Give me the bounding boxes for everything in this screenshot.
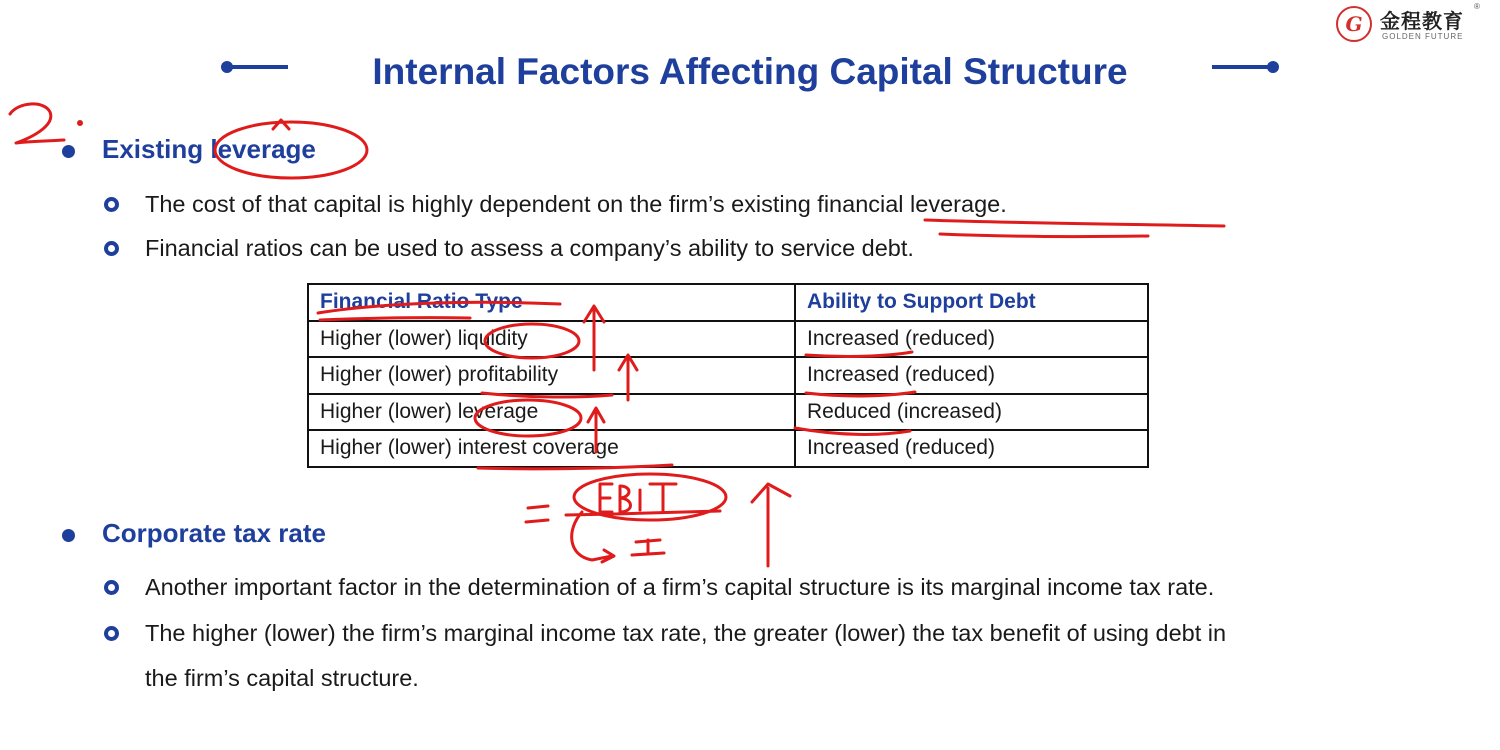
financial-ratio-table — [307, 283, 1149, 468]
annotation-underline-financial-leverage — [925, 220, 1224, 226]
bullet-icon — [62, 145, 75, 158]
annotation-arrow-up-large — [752, 484, 790, 566]
table-cell: Higher (lower) interest coverage — [308, 430, 795, 467]
table-header-ratio-type: Financial Ratio Type — [308, 284, 795, 321]
annotation-denominator-i — [632, 540, 664, 555]
table-cell: Reduced (increased) — [795, 394, 1148, 431]
logo-name-en: GOLDEN FUTURE — [1382, 32, 1464, 41]
point-tax-benefit-continued: the firm’s capital structure. — [145, 665, 419, 691]
annotation-circle-ebit — [574, 474, 726, 520]
table-row — [308, 321, 1148, 358]
sub-bullet-icon — [104, 241, 119, 256]
bullet-icon — [62, 529, 75, 542]
logo-seal-icon: G — [1336, 6, 1372, 42]
table-cell: Increased (reduced) — [795, 321, 1148, 358]
table-cell: Increased (reduced) — [795, 430, 1148, 467]
table-header-ability: Ability to Support Debt — [795, 284, 1148, 321]
section-heading-existing-leverage: Existing leverage — [102, 134, 316, 164]
annotation-dot — [79, 122, 82, 125]
table-cell: Higher (lower) profitability — [308, 357, 795, 394]
table-cell: Higher (lower) liquidity — [308, 321, 795, 358]
table-header-row — [308, 284, 1148, 321]
point-marginal-tax-rate: Another important factor in the determination of a firm’s capital structure is its marginal income tax rate. — [145, 574, 1215, 600]
section-heading-corporate-tax-rate: Corporate tax rate — [102, 518, 326, 548]
slide-title-row — [224, 46, 1276, 98]
annotation-curve-arrow — [572, 512, 614, 562]
sub-bullet-icon — [104, 197, 119, 212]
annotation-equals — [526, 506, 548, 522]
table-row — [308, 430, 1148, 467]
sub-bullet-icon — [104, 626, 119, 641]
sub-bullet-icon — [104, 580, 119, 595]
annotation-numeral-2 — [10, 104, 64, 143]
annotation-fraction-bar — [566, 511, 720, 515]
annotation-ebit-letters — [600, 484, 676, 512]
table-row — [308, 357, 1148, 394]
logo-name-cn: 金程教育 — [1380, 9, 1464, 33]
point-tax-benefit: The higher (lower) the firm’s marginal income tax rate, the greater (lower) the tax benefit of using debt in — [145, 620, 1227, 646]
slide-title: Internal Factors Affecting Capital Structure — [372, 51, 1128, 92]
table-row — [308, 394, 1148, 431]
point-financial-ratios: Financial ratios can be used to assess a company’s ability to service debt. — [145, 235, 914, 261]
table-cell: Higher (lower) leverage — [308, 394, 795, 431]
title-decor-right — [1212, 65, 1276, 69]
brand-logo — [1336, 4, 1486, 44]
title-decor-left — [224, 65, 288, 69]
point-cost-of-capital: The cost of that capital is highly dependent on the firm’s existing financial leverage. — [145, 191, 1007, 217]
logo-registered-mark: ® — [1474, 2, 1480, 11]
table-cell: Increased (reduced) — [795, 357, 1148, 394]
